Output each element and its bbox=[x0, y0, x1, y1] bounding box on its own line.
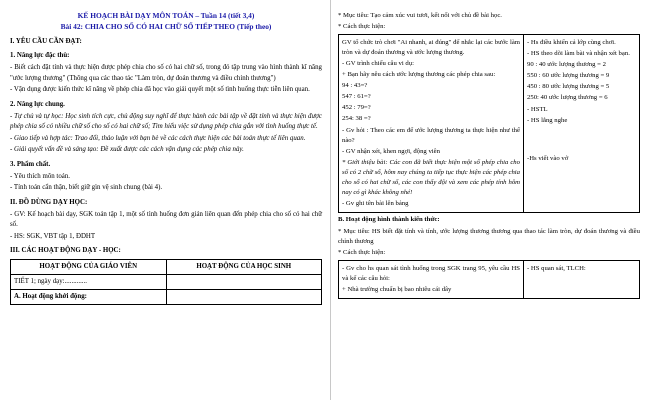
cell-teacher-knowledge bbox=[339, 261, 524, 299]
table-row bbox=[339, 261, 640, 299]
section-1-2-bullet-3-text: - Giải quyết vấn đề và sáng tạo: Đề xuất được các cách vận dụng các phép chia này. bbox=[10, 146, 244, 154]
list-item: 547 : 61=? bbox=[342, 93, 371, 101]
cell-period-1-student bbox=[166, 275, 322, 290]
division-problems-list bbox=[342, 81, 520, 124]
student-step-1: - Hs điều khiển cả lớp cùng chơi. bbox=[527, 39, 616, 47]
list-item: 254: 38 =? bbox=[342, 114, 371, 122]
list-item: 94 : 43=? bbox=[342, 82, 368, 90]
section-1-2-bullet-1 bbox=[10, 112, 322, 133]
estimated-quotients-list bbox=[527, 60, 636, 103]
list-item: 550 : 60 ước lượng thương = 9 bbox=[527, 72, 610, 80]
table-row bbox=[11, 290, 322, 305]
list-item: 450 : 80 ước lượng thương = 5 bbox=[527, 82, 610, 90]
cell-warmup-activity: A. Hoạt động khởi động: bbox=[11, 290, 167, 305]
table-row bbox=[11, 275, 322, 290]
title-line-1: KẾ HOẠCH BÀI DẠY MÔN TOÁN – Tuần 14 (tiết 3,4) bbox=[77, 11, 255, 20]
section-2-heading: II. ĐỒ DÙNG DẠY HỌC: bbox=[10, 198, 88, 206]
student-knowledge-step-1: - HS quan sát, TLCH: bbox=[527, 265, 586, 273]
cell-warmup-student bbox=[166, 290, 322, 305]
method-line: * Cách thực hiện: bbox=[338, 23, 386, 31]
section-1-1-bullet-1: - Biết cách đặt tính và thực hiện được phép chia cho số có hai chữ số, trong đó tập trung vào hình thành kĩ năng "ước lượng thương" (Thông qua các thao tác "Làm tròn, dự đoán thương và điều chỉnh thương") bbox=[10, 64, 322, 82]
lesson-activity-table bbox=[10, 259, 322, 305]
activity-table-knowledge bbox=[338, 260, 640, 299]
column-divider bbox=[330, 0, 331, 400]
teacher-step-6: - Gv ghi tên bài lên bảng bbox=[342, 199, 409, 207]
section-2-bullet-1: - GV: Kế hoạch bài dạy, SGK toán tập 1, một số tình huống đơn giản liên quan đến phép chia cho số có hai chữ số. bbox=[10, 210, 322, 229]
section-3-heading: III. CÁC HOẠT ĐỘNG DẠY - HỌC: bbox=[10, 247, 121, 255]
document-title bbox=[10, 10, 322, 32]
header-student-activities: HOẠT ĐỘNG CỦA HỌC SINH bbox=[166, 260, 322, 275]
table-header-row bbox=[11, 260, 322, 275]
title-line-2: Bài 42: CHIA CHO SỐ CÓ HAI CHỮ SỐ TIẾP THEO (Tiếp theo) bbox=[60, 22, 272, 32]
section-1-heading: I. YÊU CẦU CẦN ĐẠT: bbox=[10, 38, 82, 46]
teacher-step-4: - Gv hỏi : Theo các em để ước lượng thương ta thực hiện như thế nào? bbox=[342, 126, 520, 144]
section-2-bullet-2: - HS: SGK, VBT tập 1, ĐDHT bbox=[10, 232, 96, 240]
teacher-knowledge-step-2: + Nhà trường chuẩn bị bao nhiêu cái dây bbox=[342, 286, 452, 294]
cell-teacher-warmup bbox=[339, 35, 524, 213]
teacher-step-2: - GV trình chiếu câu vi dụ: bbox=[342, 60, 414, 68]
list-item: 250: 40 ước lượng thương = 6 bbox=[527, 93, 608, 101]
list-item: 90 : 40 ước lượng thương = 2 bbox=[527, 61, 606, 69]
section-1-1-bullet-2: - Vận dụng được kiến thức kĩ năng về phép chia đã học vào giải quyết một số tình huống thực tiễn liên quan. bbox=[10, 86, 310, 94]
section-1-2-bullet-3 bbox=[10, 145, 322, 155]
activity-table-warmup bbox=[338, 34, 640, 213]
student-step-3: - HSTL bbox=[527, 105, 548, 113]
cell-student-knowledge bbox=[524, 261, 640, 299]
section-b-objective: * Mục tiêu: HS biết đặt tính và tính, ước lượng thương thương qua thao tác làm tròn, dự đoán thương và điều chỉnh thương bbox=[338, 228, 640, 246]
teacher-knowledge-step-1: - Gv cho hs quan sát tình huống trong SGK trang 95, yêu cầu HS và kể các câu hỏi: bbox=[342, 265, 520, 283]
student-step-2: - HS theo dõi làm bài và nhận xét bạn. bbox=[527, 50, 630, 58]
table-row bbox=[339, 35, 640, 213]
teacher-step-5: - GV nhận xét, khen ngợi, động viên bbox=[342, 147, 440, 155]
section-1-2-bullet-1-text: - Tự chủ và tự học: Học sinh tích cực, chủ động suy nghĩ để thực hành các bài tập về đặt tính và thực hiện được phép chia số có nhiều chữ số cho số có hai chữ số; Tìm hiểu việc sử dụng phép chia gắn với tình huống thực tế. bbox=[10, 112, 322, 131]
section-b-heading: B. Hoạt động hình thành kiến thức: bbox=[338, 216, 440, 224]
section-1-2-heading: 2. Năng lực chung. bbox=[10, 100, 65, 108]
cell-student-warmup bbox=[524, 35, 640, 213]
objective-line: * Mục tiêu: Tạo cảm xúc vui tươi, kết nối với chủ đề bài học. bbox=[338, 12, 502, 19]
section-b-method: * Cách thực hiện: bbox=[338, 249, 386, 257]
teacher-step-3: + Bạn hãy nêu cách ước lượng thương các phép chia sau: bbox=[342, 71, 496, 79]
section-1-2-bullet-2-text: - Giao tiếp và hợp tác: Trao đổi, thảo luận với bạn bè về các cách thực hiện các bài toán thực tế liên quan. bbox=[10, 134, 306, 142]
teacher-intro-text: * Giới thiệu bài: Các con đã biết thực hiện một số phép chia cho số có 2 chữ số, hôm nay chúng ta tiếp tục thực hiện các phép chia cho số có hai chữ số, các con thấy đội và xem các phép tính hôm nay có gì khác không nhé! bbox=[342, 158, 520, 196]
student-step-5: -Hs viết vào vở bbox=[527, 154, 569, 162]
teacher-step-1: GV tổ chức trò chơi "Ai nhanh, ai đúng" để nhắc lại các bước làm tròn và dự đoán thương và ước lượng thương. bbox=[342, 39, 520, 57]
section-1-2-bullet-2 bbox=[10, 134, 322, 144]
list-item: 452 : 79=? bbox=[342, 103, 371, 111]
header-teacher-activities: HOẠT ĐỘNG CỦA GIÁO VIÊN bbox=[11, 260, 167, 275]
section-1-3-bullet-2: - Tính toán cẩn thận, biết giữ gìn vệ sinh chung (bài 4). bbox=[10, 184, 163, 192]
section-1-3-bullet-1: - Yêu thích môn toán. bbox=[10, 172, 71, 180]
section-1-1-heading: 1. Năng lực đặc thù: bbox=[10, 52, 70, 60]
section-1-3-heading: 3. Phẩm chất. bbox=[10, 160, 51, 168]
student-step-4: - HS lắng nghe bbox=[527, 116, 568, 124]
right-column bbox=[330, 0, 650, 400]
cell-period-1: TIẾT 1; ngày dạy:............. bbox=[11, 275, 167, 290]
